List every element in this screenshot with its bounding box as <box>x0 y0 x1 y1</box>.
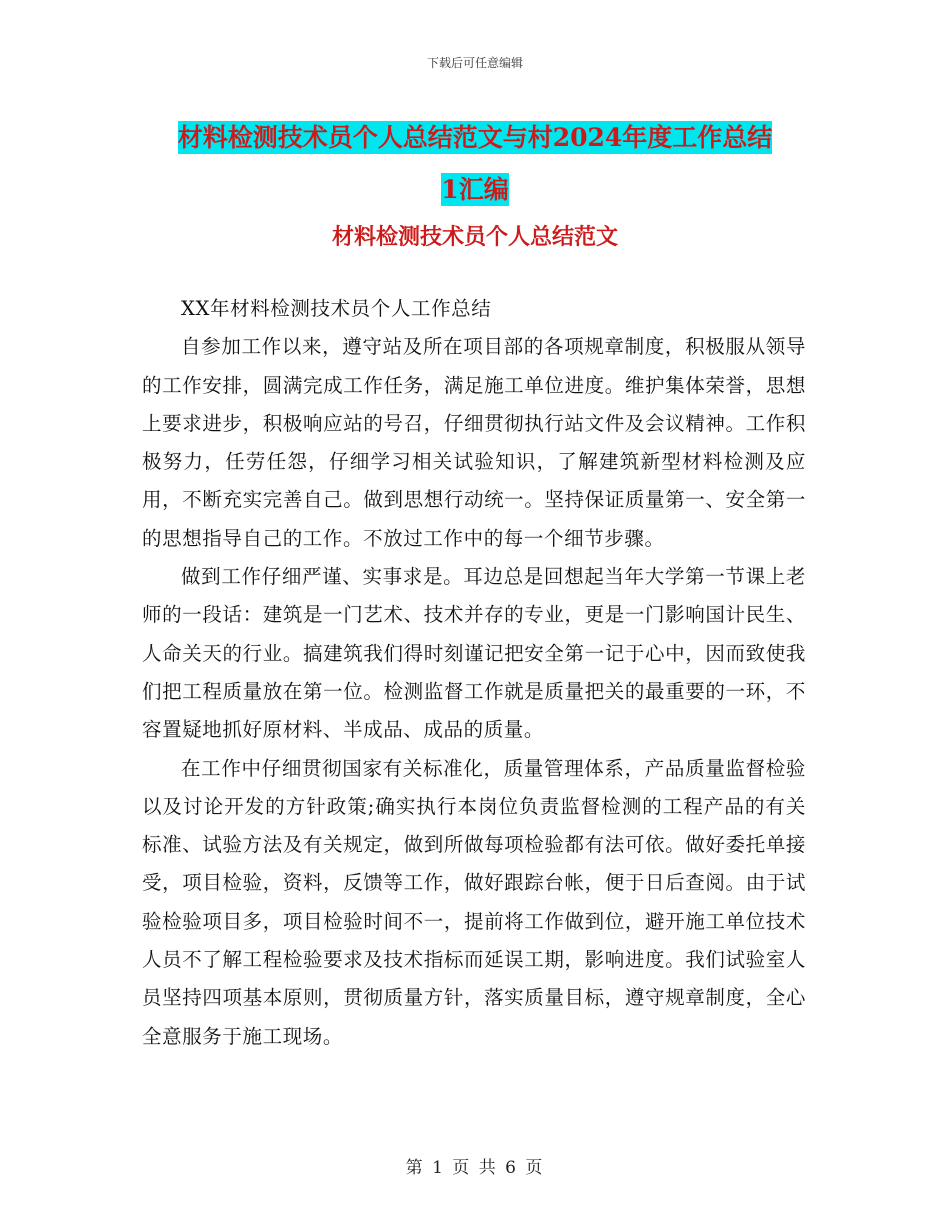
page-number: 第 1 页 共 6 页 <box>405 1158 545 1178</box>
body-text <box>142 290 806 1056</box>
paragraph: 在工作中仔细贯彻国家有关标准化，质量管理体系，产品质量监督检验以及讨论开发的方针政策;确实执行本岗位负责监督检测的工程产品的有关标准、试验方法及有关规定，做到所做每项检验都有法可依。做好委托单接受，项目检验，资料，反馈等工作，做好跟踪台帐，便于日后查阅。由于试验检验项目多，项目检验时间不一，提前将工作做到位，避开施工单位技术人员不了解工程检验要求及技术指标而延误工期，影响进度。我们试验室人员坚持四项基本原则，贯彻质量方针，落实质量目标，遵守规章制度，全心全意服务于施工现场。 <box>142 756 806 1048</box>
document-title <box>140 112 810 216</box>
paragraph: 做到工作仔细严谨、实事求是。耳边总是回想起当年大学第一节课上老师的一段话：建筑是一门艺术、技术并存的专业，更是一门影响国计民生、人命关天的行业。搞建筑我们得时刻谨记把安全第一记于心中，因而致使我们把工程质量放在第一位。检测监督工作就是质量把关的最重要的一环，不容置疑地抓好原材料、半成品、成品的质量。 <box>142 565 806 742</box>
paragraph-subtitle: XX年材料检测技术员个人工作总结 <box>181 297 492 320</box>
paragraph: 自参加工作以来，遵守站及所在项目部的各项规章制度，积极服从领导的工作安排，圆满完成工作任务，满足施工单位进度。维护集体荣誉，思想上要求进步，积极响应站的号召，仔细贯彻执行站文件及会议精神。工作积极努力，任劳任怨，仔细学习相关试验知识，了解建筑新型材料检测及应用，不断充实完善自己。做到思想行动统一。坚持保证质量第一、安全第一的思想指导自己的工作。不放过工作中的每一个细节步骤。 <box>142 335 806 550</box>
header-note: 下载后可任意编辑 <box>426 56 523 70</box>
section-title: 材料检测技术员个人总结范文 <box>331 224 618 250</box>
document-title-line1: 材料检测技术员个人总结范文与村2024年度工作总结 <box>177 123 773 152</box>
document-title-line2: 1汇编 <box>441 175 509 204</box>
